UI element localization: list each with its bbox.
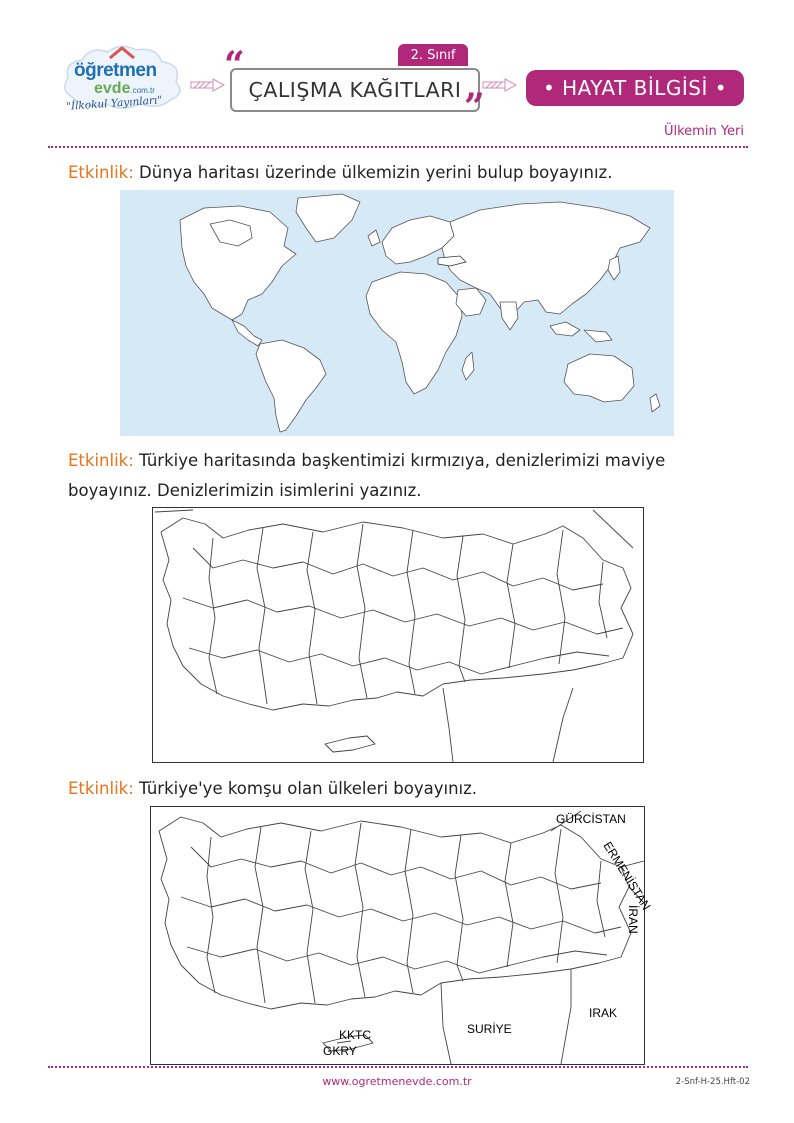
dotted-divider	[48, 146, 748, 148]
worksheet-title: ÇALIŞMA KAĞITLARI	[248, 78, 462, 102]
label-gkry: GKRY	[323, 1044, 357, 1058]
worksheet-title-box	[230, 68, 480, 112]
footer-code: 2-Snf-H-25.Hft-02	[675, 1077, 750, 1087]
label-georgia: GÜRCİSTAN	[556, 812, 626, 826]
activity-label: Etkinlik:	[68, 451, 134, 470]
activity-2	[68, 446, 698, 506]
logo-slogan: "İlkokul Yayınları"	[65, 94, 163, 113]
label-kktc: KKTC	[339, 1028, 372, 1042]
quote-open-icon: “	[224, 44, 245, 86]
subject-badge: • HAYAT BİLGİSİ •	[526, 70, 744, 106]
activity-text: Dünya haritası üzerinde ülkemizin yerini bulup boyayınız.	[139, 163, 613, 182]
world-map[interactable]	[120, 190, 674, 436]
activity-label: Etkinlik:	[68, 779, 134, 798]
activity-1	[68, 158, 698, 188]
arrow-right-icon	[190, 78, 226, 92]
activity-3	[68, 774, 698, 804]
logo-text-evde: evde.com.tr	[94, 80, 155, 97]
turkey-map-seas[interactable]	[152, 507, 644, 763]
turkey-map-neighbors[interactable]	[150, 806, 654, 1065]
quote-close-icon: ”	[464, 86, 485, 128]
label-iran: İRAN	[626, 905, 640, 934]
activity-text: Türkiye haritasında başkentimizi kırmızıya, denizlerimizi maviye boyayınız. Denizlerimizin isimlerini yazınız.	[68, 451, 666, 500]
topic-title: Ülkemin Yeri	[663, 124, 744, 139]
footer-website: www.ogretmenevde.com.tr	[322, 1075, 472, 1088]
logo-text: öğretmen	[74, 60, 157, 81]
arrow-right-icon	[482, 78, 518, 92]
label-syria: SURİYE	[467, 1022, 512, 1036]
grade-badge: 2. Sınıf	[398, 44, 468, 66]
activity-label: Etkinlik:	[68, 163, 134, 182]
footer-divider	[48, 1066, 748, 1068]
label-iraq: IRAK	[589, 1006, 618, 1020]
activity-text: Türkiye'ye komşu olan ülkeleri boyayınız.	[139, 779, 478, 798]
label-armenia: ERMENİSTAN	[600, 839, 654, 913]
